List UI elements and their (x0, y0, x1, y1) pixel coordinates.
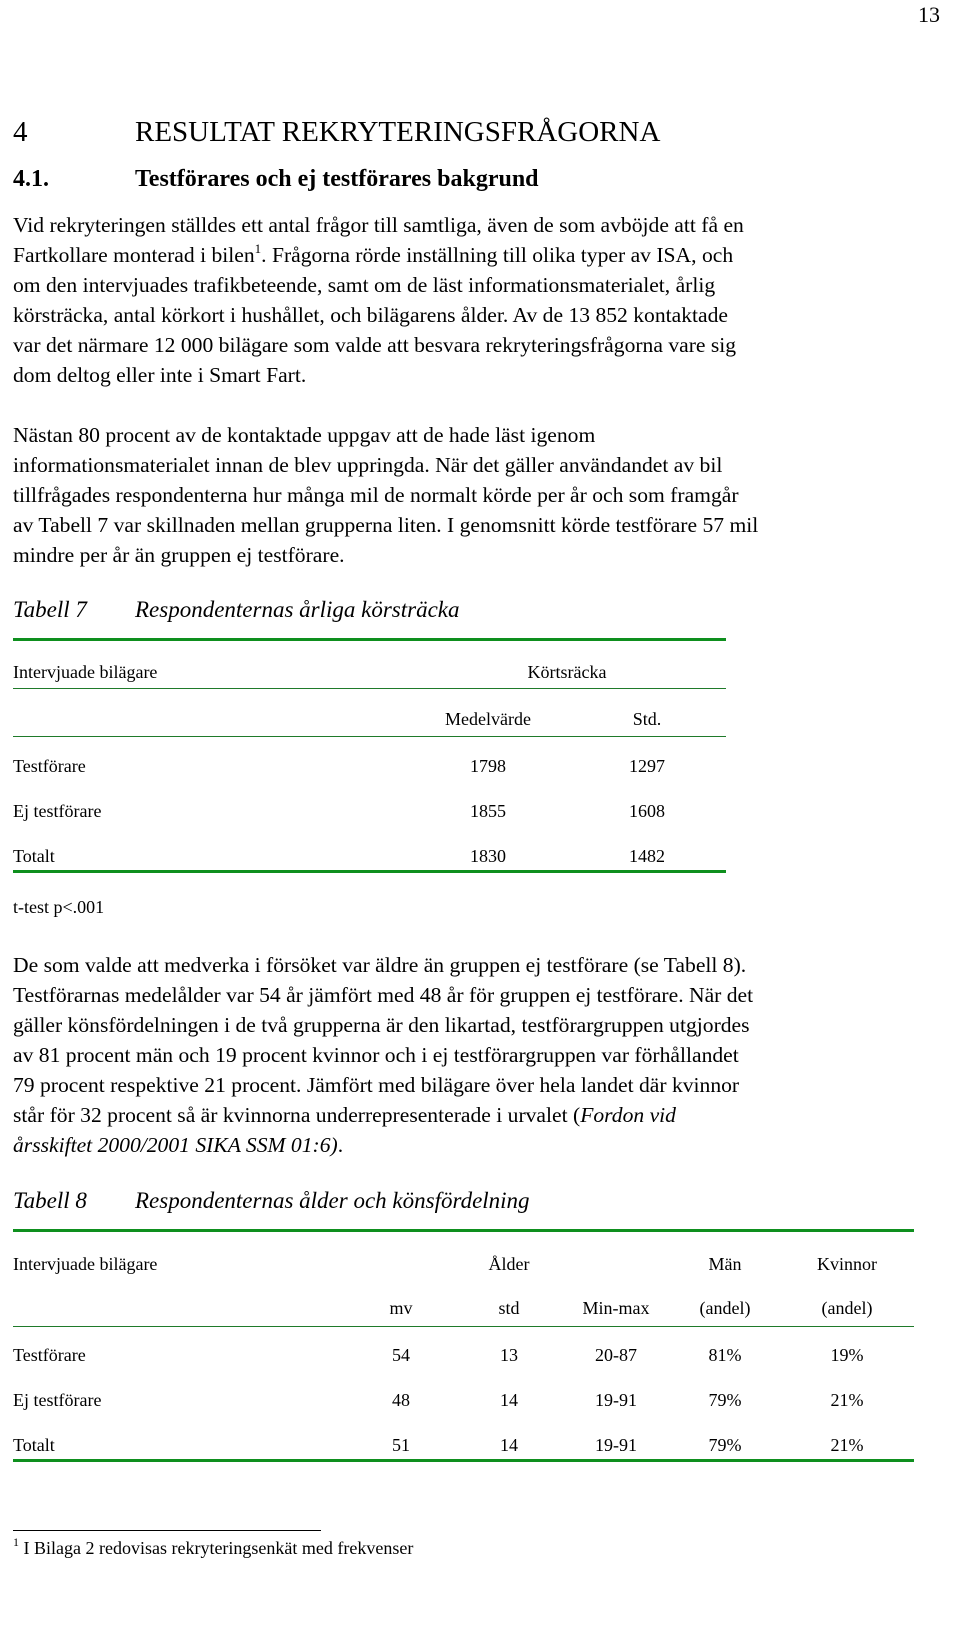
table-cell-std: 13 (500, 1345, 518, 1365)
paragraph-line (13, 1130, 943, 1160)
paragraph-text: . Frågorna rörde inställning till olika typer av ISA, och (261, 243, 734, 267)
paragraph-line: mindre per år än gruppen ej testförare. (13, 543, 345, 567)
table-7-caption (13, 597, 460, 623)
footnote (13, 1535, 414, 1559)
table-8-bottom-rule (13, 1459, 914, 1462)
table-7-title: Respondenternas årliga körsträcka (135, 597, 460, 622)
citation: årsskiftet 2000/2001 SIKA SSM 01:6) (13, 1133, 338, 1157)
paragraph-line: 79 procent respektive 21 procent. Jämfört med bilägare över hela landet där kvinnor (13, 1073, 740, 1097)
chapter-number: 4 (13, 116, 28, 148)
table-row-label: Testförare (13, 756, 86, 776)
table-cell-std: 1482 (629, 846, 665, 866)
table-8-title: Respondenternas ålder och könsfördelning (135, 1188, 530, 1213)
paragraph-line: om den intervjuades trafikbeteende, samt om de läst informationsmaterialet, årlig (13, 273, 716, 297)
table-cell-mean: 1798 (470, 756, 506, 776)
table-8-header-divider (13, 1326, 914, 1327)
table-cell-std: 14 (500, 1435, 518, 1455)
table-7-bottom-rule (13, 870, 726, 873)
table-cell-mean: 1830 (470, 846, 506, 866)
table-row-label: Totalt (13, 846, 55, 866)
paragraph-line: av Tabell 7 var skillnaden mellan grupperna liten. I genomsnitt körde testförare 57 mil (13, 513, 759, 537)
table-row-label: Ej testförare (13, 801, 102, 821)
chapter-heading (13, 116, 660, 149)
table-cell-men: 81% (708, 1345, 742, 1365)
table-cell-mv: 54 (392, 1345, 410, 1365)
table-8-header-women: Kvinnor (817, 1254, 877, 1274)
citation: Fordon vid (580, 1103, 676, 1127)
paragraph-text: . (337, 1133, 344, 1157)
table-cell-minmax: 20-87 (595, 1345, 637, 1365)
table-7-note: t-test p<.001 (13, 897, 105, 917)
paragraph-line: körsträcka, antal körkort i hushållet, och bilägarens ålder. Av de 13 852 kontaktade (13, 303, 728, 327)
section-heading (13, 166, 539, 193)
footnote-reference[interactable]: 1 (254, 241, 262, 256)
paragraph-line: Testförarnas medelålder var 54 år jämfört med 48 år för gruppen ej testförare. När det (13, 983, 754, 1007)
paragraph-line: av 81 procent män och 19 procent kvinnor och i ej testförargruppen var förhållandet (13, 1043, 739, 1067)
table-row-label: Ej testförare (13, 1390, 102, 1410)
table-8-subheader-mv: mv (389, 1298, 413, 1318)
chapter-title: RESULTAT REKRYTERINGSFRÅGORNA (135, 116, 661, 148)
footnote-text: I Bilaga 2 redovisas rekryteringsenkät med frekvenser (19, 1538, 414, 1558)
paragraph-line: var det närmare 12 000 bilägare som valde att besvara rekryteringsfrågorna vare sig (13, 333, 737, 357)
table-8-top-rule (13, 1229, 914, 1232)
table-cell-minmax: 19-91 (595, 1435, 637, 1455)
paragraph-line: Vid rekryteringen ställdes ett antal frågor till samtliga, även de som avböjde att få en (13, 213, 744, 237)
paragraph-line: tillfrågades respondenterna hur många mil de normalt körde per år och som framgår (13, 483, 739, 507)
table-8-label: Tabell 8 (13, 1188, 87, 1213)
table-8-header-left: Intervjuade bilägare (13, 1254, 158, 1274)
table-7-subheader-mean: Medelvärde (445, 709, 531, 729)
table-row-label: Testförare (13, 1345, 86, 1365)
table-7-subheader-divider (13, 736, 726, 737)
paragraph-text: står för 32 procent så är kvinnorna underrepresenterade i urvalet ( (13, 1103, 581, 1127)
paragraph-1 (13, 210, 943, 390)
table-cell-women: 21% (830, 1390, 864, 1410)
footnote-separator (13, 1530, 321, 1531)
table-7-subheader-std: Std. (632, 709, 662, 729)
table-7-header-divider (13, 688, 726, 689)
paragraph-text: Fartkollare monterad i bilen (13, 243, 255, 267)
table-8-caption (13, 1188, 530, 1214)
section-number: 4.1. (13, 166, 49, 192)
table-cell-mean: 1855 (470, 801, 506, 821)
table-row-label: Totalt (13, 1435, 55, 1455)
table-cell-std: 1608 (629, 801, 665, 821)
table-cell-std: 14 (500, 1390, 518, 1410)
section-title: Testförares och ej testförares bakgrund (135, 166, 539, 192)
paragraph-line (13, 240, 943, 270)
table-cell-mv: 51 (392, 1435, 410, 1455)
paragraph-line: Nästan 80 procent av de kontaktade uppgav att de hade läst igenom (13, 423, 596, 447)
table-7-label: Tabell 7 (13, 597, 87, 622)
table-8-subheader-men: (andel) (699, 1298, 751, 1318)
table-8-header-age: Ålder (488, 1254, 530, 1274)
table-7-top-rule (13, 638, 726, 641)
paragraph-line: gäller könsfördelningen i de två grupperna är den likartad, testförargruppen utgjordes (13, 1013, 750, 1037)
table-8-subheader-women: (andel) (821, 1298, 873, 1318)
table-8-subheader-minmax: Min-max (582, 1298, 650, 1318)
paragraph-line (13, 1100, 943, 1130)
table-8-subheader-std: std (498, 1298, 520, 1318)
paragraph-line: dom deltog eller inte i Smart Fart. (13, 363, 307, 387)
table-cell-std: 1297 (629, 756, 665, 776)
table-cell-mv: 48 (392, 1390, 410, 1410)
table-cell-minmax: 19-91 (595, 1390, 637, 1410)
table-cell-men: 79% (708, 1435, 742, 1455)
table-cell-women: 21% (830, 1435, 864, 1455)
page-number: 13 (918, 2, 940, 27)
footnote-mark: 1 (13, 1535, 19, 1549)
table-cell-women: 19% (830, 1345, 864, 1365)
table-cell-men: 79% (708, 1390, 742, 1410)
table-8-header-men: Män (708, 1254, 742, 1274)
paragraph-2 (13, 420, 943, 570)
paragraph-line: De som valde att medverka i försöket var äldre än gruppen ej testförare (se Tabell 8). (13, 953, 747, 977)
table-7-header-left: Intervjuade bilägare (13, 662, 158, 682)
table-7-header-group: Körtsräcka (527, 662, 607, 682)
paragraph-3 (13, 950, 943, 1160)
paragraph-line: informationsmaterialet innan de blev uppringda. När det gäller användandet av bil (13, 453, 723, 477)
